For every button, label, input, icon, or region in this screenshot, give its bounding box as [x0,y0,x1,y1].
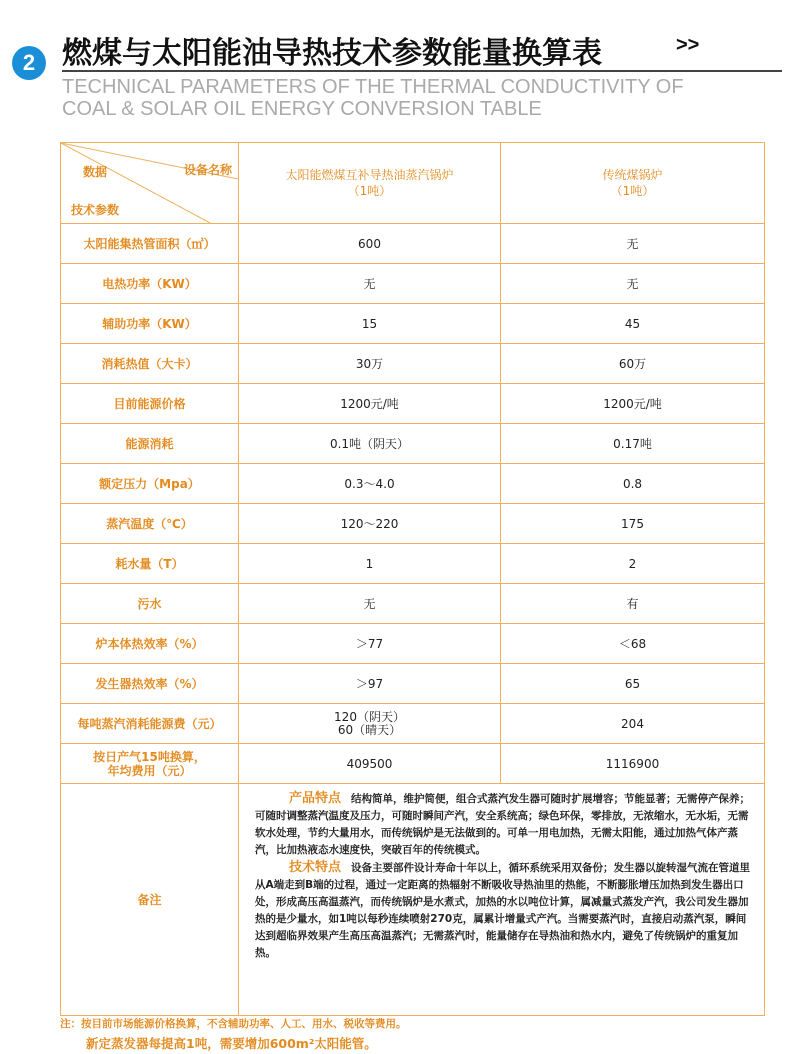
row-label: 炉本体热效率（%） [61,624,239,664]
technical-features-paragraph [255,859,754,962]
corner-label-equipment: 设备名称 [183,163,232,177]
row-label: 消耗热值（大卡） [61,344,239,384]
row-label: 电热功率（KW） [61,264,239,304]
row-value-solar: 1 [239,544,501,584]
table-row [61,344,765,384]
row-value-solar: 120～220 [239,504,501,544]
row-value-coal: ＜68 [501,624,765,664]
corner-label-data: 数据 [83,165,108,179]
column-header-solar-boiler [239,143,501,224]
column-header-coal-capacity: （1吨） [610,184,655,198]
row-value-coal: 无 [501,224,765,264]
table-row-energy-fee [61,704,765,744]
corner-label-tech: 技术参数 [71,203,120,217]
row-value-coal: 204 [501,704,765,744]
table-row [61,384,765,424]
section-number-badge: 2 [12,46,46,80]
row-value-coal: 2 [501,544,765,584]
product-features-text: 结构简单，维护简便，组合式蒸汽发生器可随时扩展增容；节能显著；无需停产保养；可随时调整蒸汽温度及压力，可随时瞬间产汽，安全系统高；绿色环保，零排放，无浓缩水，无水垢，无需软水处理，节约大量用水，而传统锅炉是无法做到的。可单一用电加热，无需太阳能，通过加热气体产蒸汽，比加热液态水速度快，突破百年的传统模式。 [255,793,751,856]
notes-label: 备注 [61,784,239,1016]
row-value-solar: 30万 [239,344,501,384]
parameters-table [60,142,765,1016]
table-row-annual-cost [61,744,765,784]
annual-label-line1: 按日产气15吨换算， [93,749,206,764]
table-row [61,544,765,584]
row-label: 耗水量（T） [61,544,239,584]
row-value-solar: ＞77 [239,624,501,664]
fee-sunny: 60（晴天） [337,722,402,737]
footnote: 注：按目前市场能源价格换算，不含辅助功率、人工、用水、税收等费用。 [60,1018,407,1030]
column-header-coal-boiler [501,143,765,224]
row-value-solar: 15 [239,304,501,344]
fee-cloudy: 120（阴天） [334,709,405,724]
row-value-coal: 65 [501,664,765,704]
column-header-solar-capacity: （1吨） [347,184,392,198]
table-row-notes [61,784,765,1016]
row-label: 目前能源价格 [61,384,239,424]
table-row [61,504,765,544]
row-label: 蒸汽温度（℃） [61,504,239,544]
table-corner-cell [61,143,239,224]
english-subtitle [62,76,762,120]
column-header-solar-name: 太阳能燃煤互补导热油蒸汽锅炉 [285,168,454,182]
row-value-solar: 1200元/吨 [239,384,501,424]
table-row [61,424,765,464]
table-row [61,304,765,344]
technical-features-text: 设备主要部件设计寿命十年以上，循环系统采用双备份；发生器以旋转湿气流在管道里从A端走到B端的过程，通过一定距离的热辐射不断吸收导热油里的热能，不断膨胀增压加热到发生器出口处，形成高压高温蒸汽，而传统锅炉是水煮式，加热的水以吨位计算，属减量式蒸发产汽，我公司发生器加热的是少量水，如1吨以每秒连续喷射270克，属累计增量式产汽。当需要蒸汽时，直接启动蒸汽泵，瞬间达到超临界效果产生高压高温蒸汽；无需蒸汽时，能量储存在导热油和热水内，避免了传统锅炉的重复加热。 [255,862,751,959]
row-label: 污水 [61,584,239,624]
row-value-solar: 无 [239,584,501,624]
row-value-coal: 45 [501,304,765,344]
row-value-solar [239,704,501,744]
table-row [61,664,765,704]
row-label: 太阳能集热管面积（㎡） [61,224,239,264]
row-label: 额定压力（Mpa） [61,464,239,504]
row-label: 每吨蒸汽消耗能源费（元） [61,704,239,744]
product-features-heading: 产品特点 [289,791,342,806]
row-value-solar: 0.1吨（阴天） [239,424,501,464]
footnote-solar-requirement: 新定蒸发器每提高1吨，需要增加600m²太阳能管。 [86,1036,377,1051]
annual-label-line2: 年均费用（元） [107,763,192,778]
double-chevron-icon: >> [676,34,700,56]
technical-features-heading: 技术特点 [289,860,342,875]
page-title: 燃煤与太阳能油导热技术参数能量换算表 [62,36,602,71]
row-value-coal: 0.17吨 [501,424,765,464]
row-value-coal: 无 [501,264,765,304]
title-divider [62,70,782,72]
row-value-solar: ＞97 [239,664,501,704]
table-row [61,224,765,264]
row-value-solar: 无 [239,264,501,304]
row-label: 能源消耗 [61,424,239,464]
row-value-coal: 175 [501,504,765,544]
row-value-coal: 有 [501,584,765,624]
row-value-solar: 0.3～4.0 [239,464,501,504]
table-row [61,624,765,664]
column-header-coal-name: 传统煤锅炉 [602,168,663,182]
row-label: 发生器热效率（%） [61,664,239,704]
row-value-coal: 1116900 [501,744,765,784]
row-value-coal: 60万 [501,344,765,384]
row-value-coal: 1200元/吨 [501,384,765,424]
row-label: 辅助功率（KW） [61,304,239,344]
row-value-solar: 409500 [239,744,501,784]
page-header [0,0,800,140]
english-subtitle-line2: COAL & SOLAR OIL ENERGY CONVERSION TABLE [62,98,542,120]
table-row [61,464,765,504]
row-value-coal: 0.8 [501,464,765,504]
english-subtitle-line1: TECHNICAL PARAMETERS OF THE THERMAL CONDUCTIVITY OF [62,76,684,98]
table-body [61,224,765,704]
row-label [61,744,239,784]
product-features-paragraph [255,790,754,859]
row-value-solar: 600 [239,224,501,264]
table-row [61,264,765,304]
notes-content [239,784,765,1016]
table-header-row [61,143,765,224]
table-row [61,584,765,624]
